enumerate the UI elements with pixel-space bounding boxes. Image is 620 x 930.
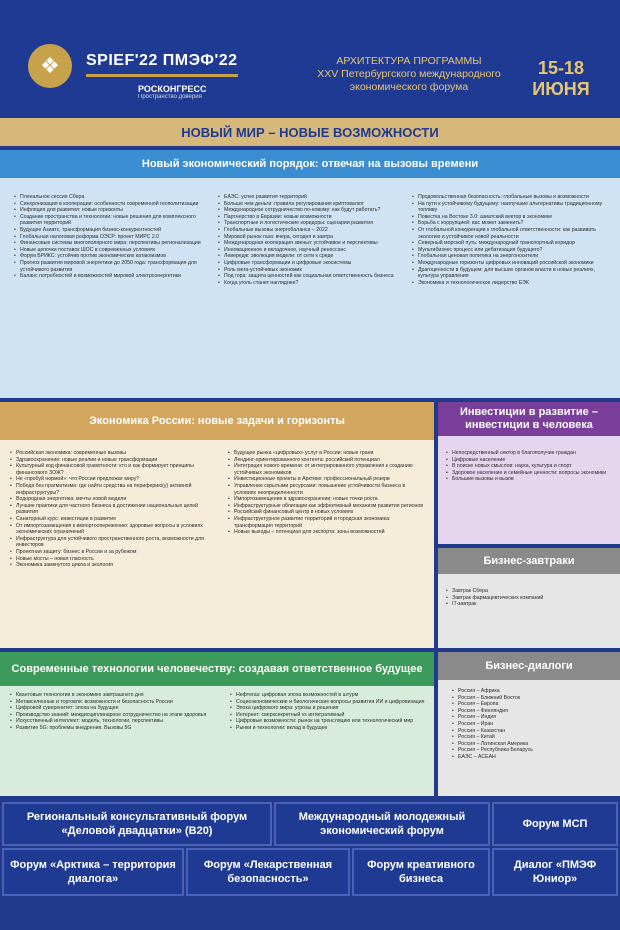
dates-days: 15-18 bbox=[537, 58, 585, 78]
session-item: • Роль мега-устойчивых экономик bbox=[218, 267, 404, 274]
session-item: • Водородная энергетика: мечты новой модели bbox=[10, 496, 220, 503]
session-item: • Социоэкономические и биологические вопросы развития ИИ и цифровизация bbox=[230, 699, 426, 706]
section-investment-title: Инвестиции в развитие – инвестиции в человека bbox=[438, 402, 620, 436]
session-item: • Цифровые возможности: рынок на тренсляцию или технологический мир bbox=[230, 718, 426, 725]
session-list bbox=[10, 450, 220, 569]
session-item: • Международная кооперация звенья: устойчивое и перспективы bbox=[218, 240, 404, 247]
session-item: • Завтрак Сбера bbox=[446, 588, 614, 595]
session-item: • Продовольственная безопасность: глобальные вызовы и возможности bbox=[412, 194, 608, 201]
session-item: • Борьба с коррупцией: вас может заменить? bbox=[412, 220, 608, 227]
session-list bbox=[218, 194, 404, 286]
session-item: • Победа без прагматизма: где найти средства на периферию(у) активной инфраструктуры? bbox=[10, 483, 220, 496]
session-item: • Здравоохранение: новые реалии и новые трансформации bbox=[10, 457, 220, 464]
section-technologies-panel bbox=[0, 686, 434, 796]
session-item: • Россия – Республика Беларусь bbox=[452, 747, 612, 754]
session-item: • Новые мосты – новая гласность bbox=[10, 556, 220, 563]
forum-msp: Форум МСП bbox=[492, 802, 618, 846]
session-item: • Инфляция для развития: новые горизонты bbox=[14, 207, 210, 214]
session-item: • Не «пробуй нормой»: что России предложат миру? bbox=[10, 476, 220, 483]
session-item: • Производство знаний: междисциплинарное сотрудничество на этапе здоровья bbox=[10, 712, 222, 719]
session-item: • Глобальная ценовая политика на энергоносители bbox=[412, 253, 608, 260]
session-item: • Мировой рынок газа: вчера, сегодня и завтра bbox=[218, 234, 404, 241]
session-item: • Когда уголь станет нагляднее? bbox=[218, 280, 404, 287]
title-underline bbox=[86, 74, 238, 77]
session-item: • Инновационное и вкладочное, научный ренессанс bbox=[218, 247, 404, 254]
session-item: • Глобальная налоговая реформа ОЭСР: проект МИРС 2.0 bbox=[14, 234, 210, 241]
session-list bbox=[446, 450, 614, 483]
session-item: • Инфраструктурное развитие территорий и городская экономика: трансформация территорий bbox=[228, 516, 426, 529]
session-item: • Управление скрытыми ресурсами: повышение устойчивости бизнеса в условиях неопределенности bbox=[228, 483, 426, 496]
session-item: • Россия – Ближний Восток bbox=[452, 695, 612, 702]
session-item: • На пути к устойчивому будущему: наилучшие альтернативы традиционному топливу bbox=[412, 201, 608, 214]
session-item: • Квантовые технологии в экономике завтрашнего дня bbox=[10, 692, 222, 699]
session-item: • Будущее рынка «цифровых» услуг в России: новые грани bbox=[228, 450, 426, 457]
session-list bbox=[14, 194, 210, 280]
forum-dates bbox=[525, 58, 597, 100]
header bbox=[0, 0, 620, 115]
session-item: • Развитие 5G: проблемы внедрения. Вызовы 5G bbox=[10, 725, 222, 732]
session-item: • Пленальное сессия Сбера bbox=[14, 194, 210, 201]
session-item: • Завтрак фармацевтических компаний bbox=[446, 595, 614, 602]
session-item: • Санаторный курс: инвестиции в развитие bbox=[10, 516, 220, 523]
session-item: • Инвестиционные проекты в Арктике: профессиональный резерв bbox=[228, 476, 426, 483]
forum-drug-safety: Форум «Лекарственная безопасность» bbox=[186, 848, 350, 896]
program-title-line: экономического форума bbox=[349, 81, 469, 93]
session-item: • Цифровые население bbox=[446, 457, 614, 464]
roscongress-tagline: Пространство доверия bbox=[138, 94, 202, 100]
session-item: • Россия – Иран bbox=[452, 721, 612, 728]
session-item: • Северный морской путь: международный транспортный коридор bbox=[412, 240, 608, 247]
session-item: • IT-завтрак bbox=[446, 601, 614, 608]
session-item: • Проектная защиту: бизнес в России и за рубежом bbox=[10, 549, 220, 556]
session-item: • В поиске новых смыслов: наука, культура и спорт bbox=[446, 463, 614, 470]
session-list bbox=[10, 692, 222, 732]
session-item: • Россия – Африка bbox=[452, 688, 612, 695]
session-item: • Экономика и технологическое лидерство ЕЭК bbox=[412, 280, 608, 287]
session-item: • Баланс потребностей и возможностей мировой электроэнергетики bbox=[14, 273, 210, 280]
section-technologies-title: Современные технологии человечеству: создавая ответственное будущее bbox=[0, 652, 434, 686]
session-item: • Российская экономика: современные вызовы bbox=[10, 450, 220, 457]
session-item: • Россия – Европа bbox=[452, 701, 612, 708]
section-investment-panel bbox=[438, 436, 620, 544]
session-item: • ЕАЭС – АСЕАН bbox=[452, 754, 612, 761]
session-item: • Россия – Финляндия bbox=[452, 708, 612, 715]
session-item: • Под гора: защита ценностей как социальная ответственность бизнеса bbox=[218, 273, 404, 280]
session-item: • Будущее Азиатс, трансформация бизнес-конкурентностей bbox=[14, 227, 210, 234]
section-dialogs-panel bbox=[438, 680, 620, 796]
session-item: • Большие вызовы и вызов bbox=[446, 476, 614, 483]
section-new-economic-order-title: Новый экономический порядок: отвечая на вызовы времени bbox=[0, 150, 620, 178]
session-item: • Лендинг-ориентированного контента: российский потенциал bbox=[228, 457, 426, 464]
spief-title: SPIEF'22 ПМЭФ'22 bbox=[86, 52, 238, 69]
session-item: • Искусственный интеллект: модель, технологии, перспективы bbox=[10, 718, 222, 725]
session-list bbox=[230, 692, 426, 732]
session-item: • Форум БРИКС: устойчив против экономических катаклизмов bbox=[14, 253, 210, 260]
program-title-line: АРХИТЕКТУРА ПРОГРАММЫ bbox=[336, 55, 482, 67]
session-list bbox=[228, 450, 426, 536]
session-item: • Лучшие практики для частного бизнеса в достижении национальных целей развития bbox=[10, 503, 220, 516]
session-item: • Новые выходы – потенциал для экспорта: зоны возможностей bbox=[228, 529, 426, 536]
session-item: • Прогноз развития мировой энергетики до 2050 года: трансформация для устойчивого развития bbox=[14, 260, 210, 273]
session-item: • Левередж: эволюция модели: от сети к среде bbox=[218, 253, 404, 260]
forum-b20: Региональный консультативный форум «Деловой двадцатки» (B20) bbox=[2, 802, 272, 846]
session-item: • Российский финансовый центр в новых условиях bbox=[228, 509, 426, 516]
session-item: • Интеграция нового времени: от интегрированного управления к созданию устойчивых экономиков bbox=[228, 463, 426, 476]
section-russia-economy-panel bbox=[0, 440, 434, 648]
main-theme: НОВЫЙ МИР – НОВЫЕ ВОЗМОЖНОСТИ bbox=[0, 118, 620, 146]
session-item: • От импортозамещения к импортоопережению: здоровые вопросы в условиях экономических ограничений bbox=[10, 523, 220, 536]
dates-month: ИЮНЯ bbox=[532, 79, 590, 99]
session-item: • Интернет: сверхсекретный vs интегративный bbox=[230, 712, 426, 719]
session-item: • Нефтегаз: цифровая эпоха возможностей в штурм bbox=[230, 692, 426, 699]
session-item: • Инфраструктура для устойчивого пространственного роста, возможности для инвесторов bbox=[10, 536, 220, 549]
session-item: • Создание пространства и технологии: новые решения для комплексного развития территорий bbox=[14, 214, 210, 227]
session-item: • Транспортные и логистические коридоры: сценарии развития bbox=[218, 220, 404, 227]
session-item: • Культурный код финансовой грамотности: кто и как формирует принципы финансового ЗОЖ? bbox=[10, 463, 220, 476]
session-list bbox=[412, 194, 608, 286]
session-item: • Россия – Казахстан bbox=[452, 728, 612, 735]
session-item: • Россия – Индия bbox=[452, 714, 612, 721]
forum-youth: Международный молодежный экономический форум bbox=[274, 802, 490, 846]
session-item: • Повестка на Востоке 3.0: азиатский вектор в экономике bbox=[412, 214, 608, 221]
session-item: • От глобальной конкуренции к глобальной ответственности: как развивать экологию и устойчивое новой реальности bbox=[412, 227, 608, 240]
roscongress-name: РОСКОНГРЕСС bbox=[138, 84, 207, 94]
session-item: • Синхронизация в кооперации: особенности современной геополитизации bbox=[14, 201, 210, 208]
program-title bbox=[300, 55, 518, 94]
session-item: • Импортозамещение в здравоохранении: новые точки роста bbox=[228, 496, 426, 503]
section-russia-economy-title: Экономика России: новые задачи и горизонты bbox=[0, 402, 434, 440]
session-item: • Цифровой суверенитет: эпоха на будущее bbox=[10, 705, 222, 712]
session-item: • Рынки и технологии: вклад в будущее bbox=[230, 725, 426, 732]
program-title-line: XXV Петербургского международного bbox=[317, 68, 501, 80]
session-item: • Инфраструктурные облигации как эффективный механизм развития регионов bbox=[228, 503, 426, 510]
session-item: • ЕАЭС: успех развития территорий bbox=[218, 194, 404, 201]
forum-creative: Форум креативного бизнеса bbox=[352, 848, 490, 896]
session-item: • Экономика замкнутого цикла и экология bbox=[10, 562, 220, 569]
session-item: • Глобальные вызовы энергобаланса – 2022 bbox=[218, 227, 404, 234]
section-breakfasts-title: Бизнес-завтраки bbox=[438, 548, 620, 574]
session-item: • Метавселенные и торговля: возможности и безопасность России bbox=[10, 699, 222, 706]
session-item: • Цифровые трансформации и цифровые экосистемы bbox=[218, 260, 404, 267]
session-item: • Финансовые системы многополярного мира: перспективы регионализации bbox=[14, 240, 210, 247]
session-item: • Эпоха цифрового мира: угрозы и решения bbox=[230, 705, 426, 712]
roscongress-logo bbox=[138, 84, 206, 100]
forum-arctic: Форум «Арктика – территория диалога» bbox=[2, 848, 184, 896]
session-list bbox=[452, 688, 612, 761]
session-item: • Партнерство в Евразии: новые возможности bbox=[218, 214, 404, 221]
session-item: • Россия – Китай bbox=[452, 734, 612, 741]
session-item: • Международное сотрудничество по-новому: как будут работать? bbox=[218, 207, 404, 214]
session-item: • Россия – Латинская Америка bbox=[452, 741, 612, 748]
section-new-economic-order-panel bbox=[0, 178, 620, 398]
session-item: • Больше чем деньги: правила регулирования криптовалют bbox=[218, 201, 404, 208]
session-item: • Мультибизнес процесс или дебатизация будущего? bbox=[412, 247, 608, 254]
session-item: • Здоровое население и семейные ценности: вопросы экономики bbox=[446, 470, 614, 477]
session-item: • Драгоценности в будущем: для высших органов власти в новых реалиях, культура управления bbox=[412, 267, 608, 280]
section-dialogs-title: Бизнес-диалоги bbox=[438, 652, 620, 680]
session-item: • Непосредственный сектор в благополучие граждан bbox=[446, 450, 614, 457]
session-item: • Новые цепочки поставок ШОС в современных условиях bbox=[14, 247, 210, 254]
section-breakfasts-panel bbox=[438, 574, 620, 648]
session-item: • Международные горизонты цифровых инноваций российской экономики bbox=[412, 260, 608, 267]
session-list bbox=[446, 588, 614, 608]
spief-emblem-icon: ❖ bbox=[28, 44, 72, 88]
forum-junior: Диалог «ПМЭФ Юниор» bbox=[492, 848, 618, 896]
